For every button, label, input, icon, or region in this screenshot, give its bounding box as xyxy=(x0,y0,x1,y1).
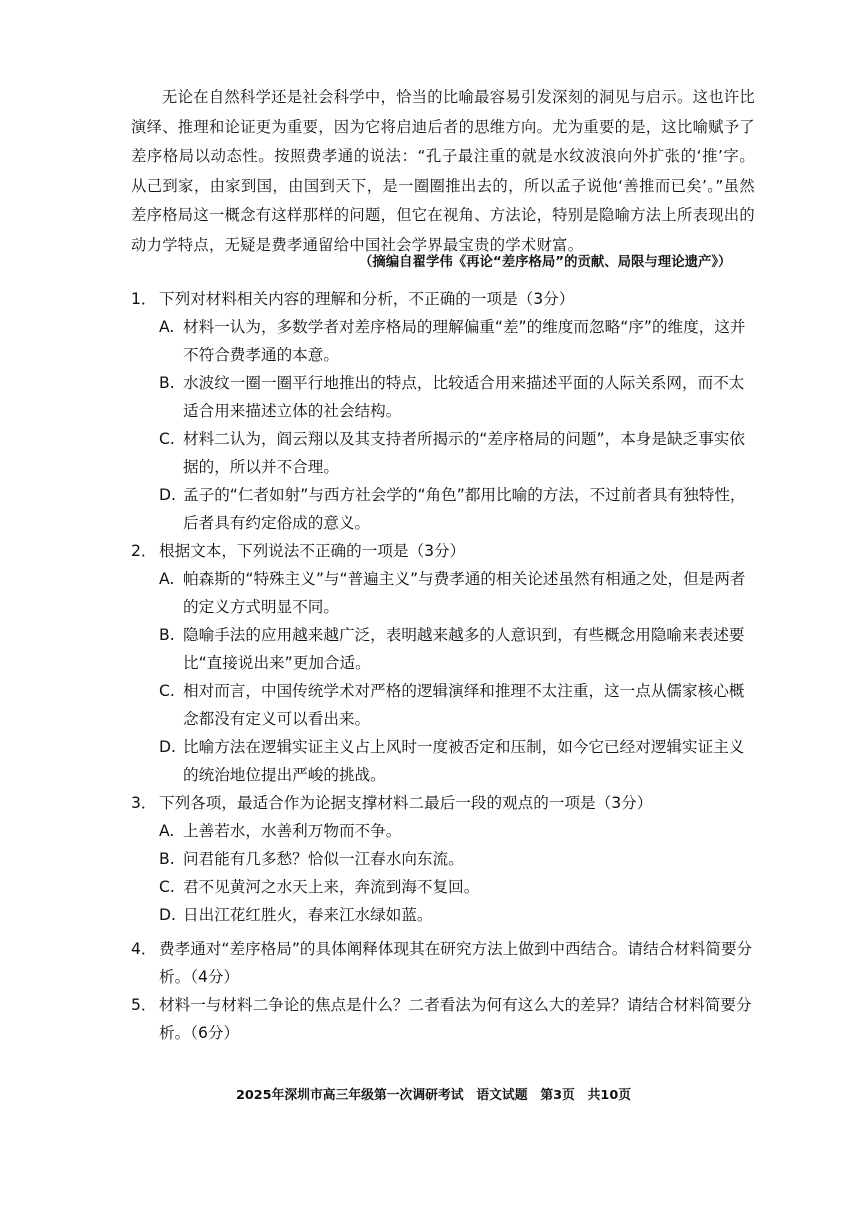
option-letter: C. xyxy=(159,682,175,700)
passage-text: 无论在自然科学还是社会科学中，恰当的比喻最容易引发深刻的洞见与启示。这也许比演绎、推理和论证更为重要，因为它将启迪后者的思维方向。尤为重要的是，这比喻赋予了差序格局以动态性。按照费孝通的说法：“孔子最注重的就是水纹波浪向外扩张的‘推’字。从己到家，由家到国，由国到天下，是一圈圈推出去的，所以孟子说他‘善推而已矣’。”虽然差序格局这一概念有这样那样的问题，但它在视角、方法论，特别是隐喻方法上所表现出的动力学特点，无疑是费孝通留给中国社会学界最宝贵的学术财富。 xyxy=(131,88,755,254)
question-number: 2． xyxy=(131,542,157,560)
option-d xyxy=(131,733,757,789)
option-letter: D. xyxy=(159,486,176,504)
option-text: 水波纹一圈一圈平行地推出的特点，比较适合用来描述平面的人际关系网，而不太适合用来描述立体的社会结构。 xyxy=(183,374,745,420)
question-number: 1． xyxy=(131,290,157,308)
option-text: 帕森斯的“特殊主义”与“普遍主义”与费孝通的相关论述虽然有相通之处，但是两者的定义方式明显不同。 xyxy=(183,570,746,616)
question-text: 费孝通对“差序格局”的具体阐释体现其在研究方法上做到中西结合。请结合材料简要分析。（4分） xyxy=(159,940,753,986)
option-a xyxy=(131,313,757,369)
option-letter: C. xyxy=(159,430,175,448)
question-4 xyxy=(131,935,757,991)
option-letter: A. xyxy=(159,570,175,588)
option-text: 比喻方法在逻辑实证主义占上风时一度被否定和压制，如今它已经对逻辑实证主义的统治地位提出严峻的挑战。 xyxy=(183,738,745,784)
question-number: 5． xyxy=(131,996,157,1014)
option-text: 材料二认为，阎云翔以及其支持者所揭示的“差序格局的问题”，本身是缺乏事实依据的，所以并不合理。 xyxy=(183,430,745,476)
question-stem xyxy=(131,991,757,1047)
option-c xyxy=(131,873,757,901)
option-text: 君不见黄河之水天上来，奔流到海不复回。 xyxy=(183,878,480,896)
option-b xyxy=(131,369,757,425)
option-letter: C. xyxy=(159,878,175,896)
question-text: 根据文本，下列说法不正确的一项是（3分） xyxy=(159,542,466,560)
option-b xyxy=(131,621,757,677)
option-text: 问君能有几多愁？恰似一江春水向东流。 xyxy=(183,850,464,868)
option-c xyxy=(131,425,757,481)
question-text: 下列各项，最适合作为论据支撑材料二最后一段的观点的一项是（3分） xyxy=(159,794,653,812)
option-letter: B. xyxy=(159,626,175,644)
question-text: 下列对材料相关内容的理解和分析，不正确的一项是（3分） xyxy=(159,290,575,308)
option-text: 日出江花红胜火，春来江水绿如蓝。 xyxy=(183,906,433,924)
option-a xyxy=(131,565,757,621)
option-d xyxy=(131,901,757,929)
option-letter: B. xyxy=(159,850,175,868)
question-stem xyxy=(131,285,757,313)
option-text: 孟子的“仁者如射”与西方社会学的“角色”都用比喻的方法，不过前者具有独特性，后者具有约定俗成的意义。 xyxy=(183,486,746,532)
passage-paragraph xyxy=(131,83,755,261)
option-letter: B. xyxy=(159,374,175,392)
option-b xyxy=(131,845,757,873)
question-stem xyxy=(131,537,757,565)
passage-source: （摘编自翟学伟《再论“差序格局”的贡献、局限与理论遗产》） xyxy=(359,255,732,270)
question-2 xyxy=(131,537,757,789)
question-1 xyxy=(131,285,757,537)
option-text: 相对而言，中国传统学术对严格的逻辑演绎和推理不太注重，这一点从儒家核心概念都没有定义可以看出来。 xyxy=(183,682,745,728)
option-a xyxy=(131,817,757,845)
option-letter: A. xyxy=(159,822,175,840)
option-d xyxy=(131,481,757,537)
option-text: 隐喻手法的应用越来越广泛，表明越来越多的人意识到，有些概念用隐喻来表述要比“直接说出来”更加合适。 xyxy=(183,626,745,672)
option-letter: A. xyxy=(159,318,175,336)
page-footer: 2025年深圳市高三年级第一次调研考试 语文试题 第3页 共10页 xyxy=(235,1088,632,1103)
option-letter: D. xyxy=(159,906,176,924)
question-3 xyxy=(131,789,757,929)
option-c xyxy=(131,677,757,733)
question-number: 4． xyxy=(131,940,157,958)
option-text: 材料一认为，多数学者对差序格局的理解偏重“差”的维度而忽略“序”的维度，这并不符合费孝通的本意。 xyxy=(183,318,746,364)
question-number: 3． xyxy=(131,794,157,812)
question-5 xyxy=(131,991,757,1047)
option-letter: D. xyxy=(159,738,176,756)
question-text: 材料一与材料二争论的焦点是什么？二者看法为何有这么大的差异？请结合材料简要分析。（6分） xyxy=(159,996,752,1042)
question-stem xyxy=(131,935,757,991)
option-text: 上善若水，水善利万物而不争。 xyxy=(183,822,402,840)
question-stem xyxy=(131,789,757,817)
